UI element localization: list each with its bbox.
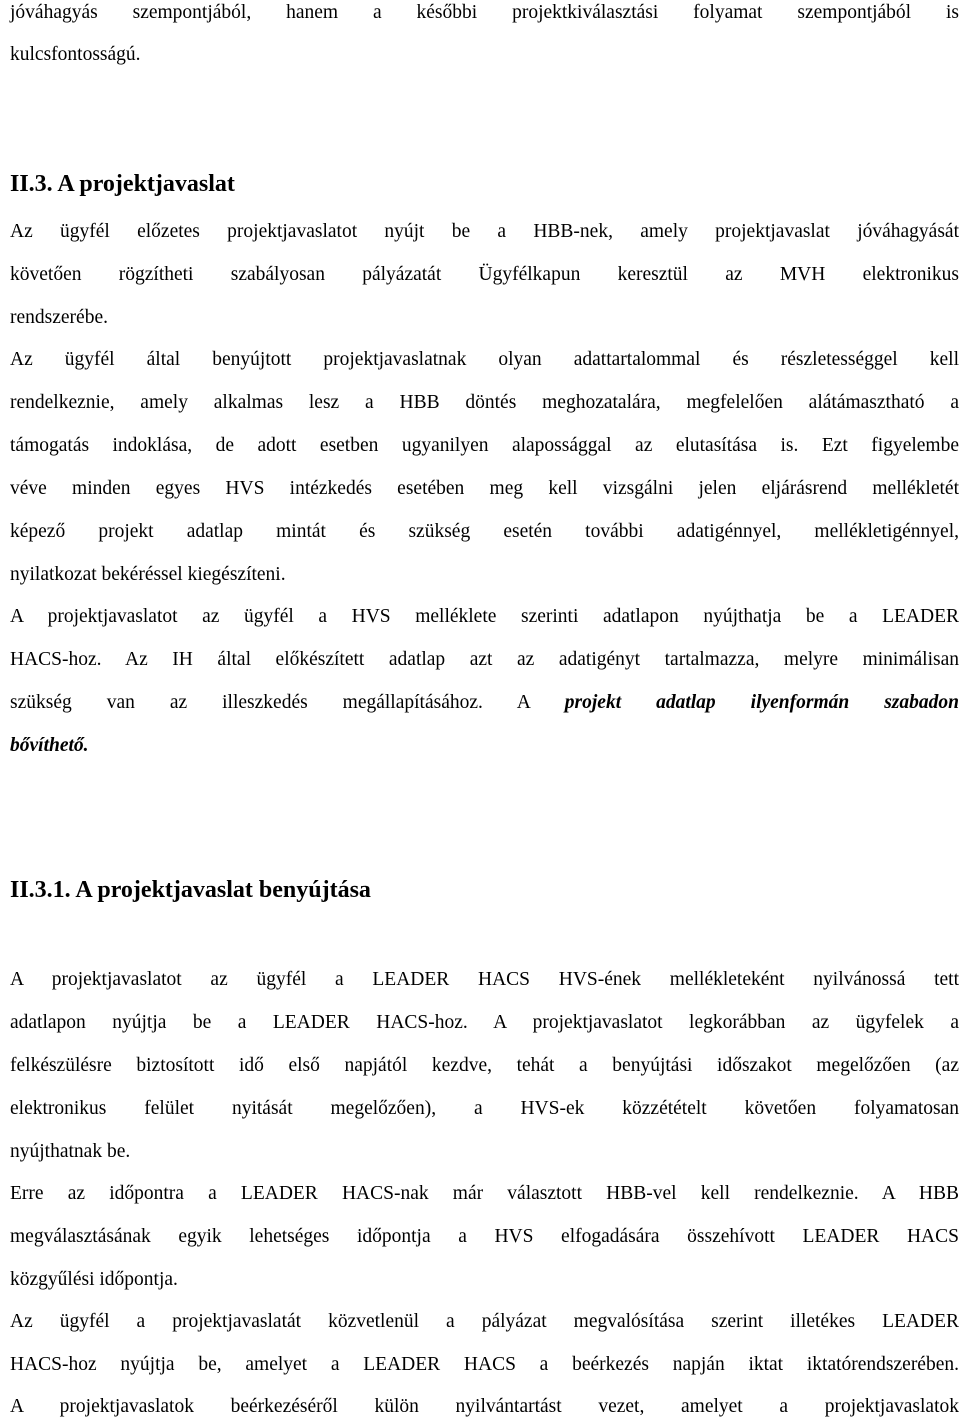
emphasis-text: bővíthető.: [10, 735, 89, 756]
text-line: adatlapon nyújtja be a LEADER HACS-hoz. A projektjavaslatot legkorábban az ügyfelek a: [10, 1012, 959, 1033]
emphasis-text: projekt adatlap ilyenformán szabadon: [564, 692, 959, 713]
text-line: támogatás indoklása, de adott esetben ugyanilyen alapossággal az elutasítása is. Ezt figyelembe: [10, 435, 959, 456]
text-line: nyújthatnak be.: [10, 1141, 131, 1162]
text-line: Az ügyfél által benyújtott projektjavaslatnak olyan adattartalommal és részletességgel kell: [10, 349, 959, 370]
text-line: jóváhagyás szempontjából, hanem a későbbi projektkiválasztási folyamat szempontjából is: [10, 2, 959, 23]
text-line: kulcsfontosságú.: [10, 44, 141, 65]
text-line: rendszerébe.: [10, 307, 108, 328]
text-line: megválasztásának egyik lehetséges időpontja a HVS elfogadására összehívott LEADER HACS: [10, 1226, 959, 1247]
subsection-heading: II.3.1. A projektjavaslat benyújtása: [10, 877, 371, 903]
text-line: képező projekt adatlap mintát és szükség esetén további adatigénnyel, mellékletigénnyel,: [10, 521, 959, 542]
text-line: rendelkeznie, amely alkalmas lesz a HBB döntés meghozatalára, megfelelően alátámasztható a: [10, 392, 959, 413]
text-line: nyilatkozat bekéréssel kiegészíteni.: [10, 564, 286, 585]
text-line: közgyűlési időpontja.: [10, 1269, 178, 1290]
text-line: Az ügyfél a projektjavaslatát közvetlenül a pályázat megvalósítása szerint illetékes LEADER: [10, 1311, 959, 1332]
text-line: A projektjavaslatot az ügyfél a HVS melléklete szerinti adatlapon nyújthatja be a LEADER: [10, 606, 959, 627]
text-line-emphasis: [10, 733, 959, 759]
text-line: véve minden egyes HVS intézkedés esetében meg kell vizsgálni jelen eljárásrend mellékletét: [10, 478, 959, 499]
text-line: HACS-hoz nyújtja be, amelyet a LEADER HACS a beérkezés napján iktat iktatórendszerében.: [10, 1354, 959, 1375]
text-run: szükség van az illeszkedés megállapításához. A: [10, 692, 565, 713]
text-line: elektronikus felület nyitását megelőzően), a HVS-ek közzétételt követően folyamatosan: [10, 1098, 959, 1119]
text-line: Erre az időpontra a LEADER HACS-nak már választott HBB-vel kell rendelkeznie. A HBB: [10, 1183, 959, 1204]
text-line-mixed: [10, 690, 959, 716]
section-heading: II.3. A projektjavaslat: [10, 171, 235, 197]
text-line: A projektjavaslatok beérkezéséről külön nyilvántartást vezet, amelyet a projektjavaslatok: [10, 1396, 959, 1417]
text-line: követően rögzítheti szabályosan pályázatát Ügyfélkapun keresztül az MVH elektronikus: [10, 264, 959, 285]
text-line: A projektjavaslatot az ügyfél a LEADER HACS HVS-ének mellékleteként nyilvánossá tett: [10, 969, 959, 990]
text-line: HACS-hoz. Az IH által előkészített adatlap azt az adatigényt tartalmazza, melyre minimálisan: [10, 649, 959, 670]
text-line: Az ügyfél előzetes projektjavaslatot nyújt be a HBB-nek, amely projektjavaslat jóváhagyását: [10, 221, 959, 242]
text-line: felkészülésre biztosított idő első napjától kezdve, tehát a benyújtási időszakot megelőzően (az: [10, 1055, 959, 1076]
